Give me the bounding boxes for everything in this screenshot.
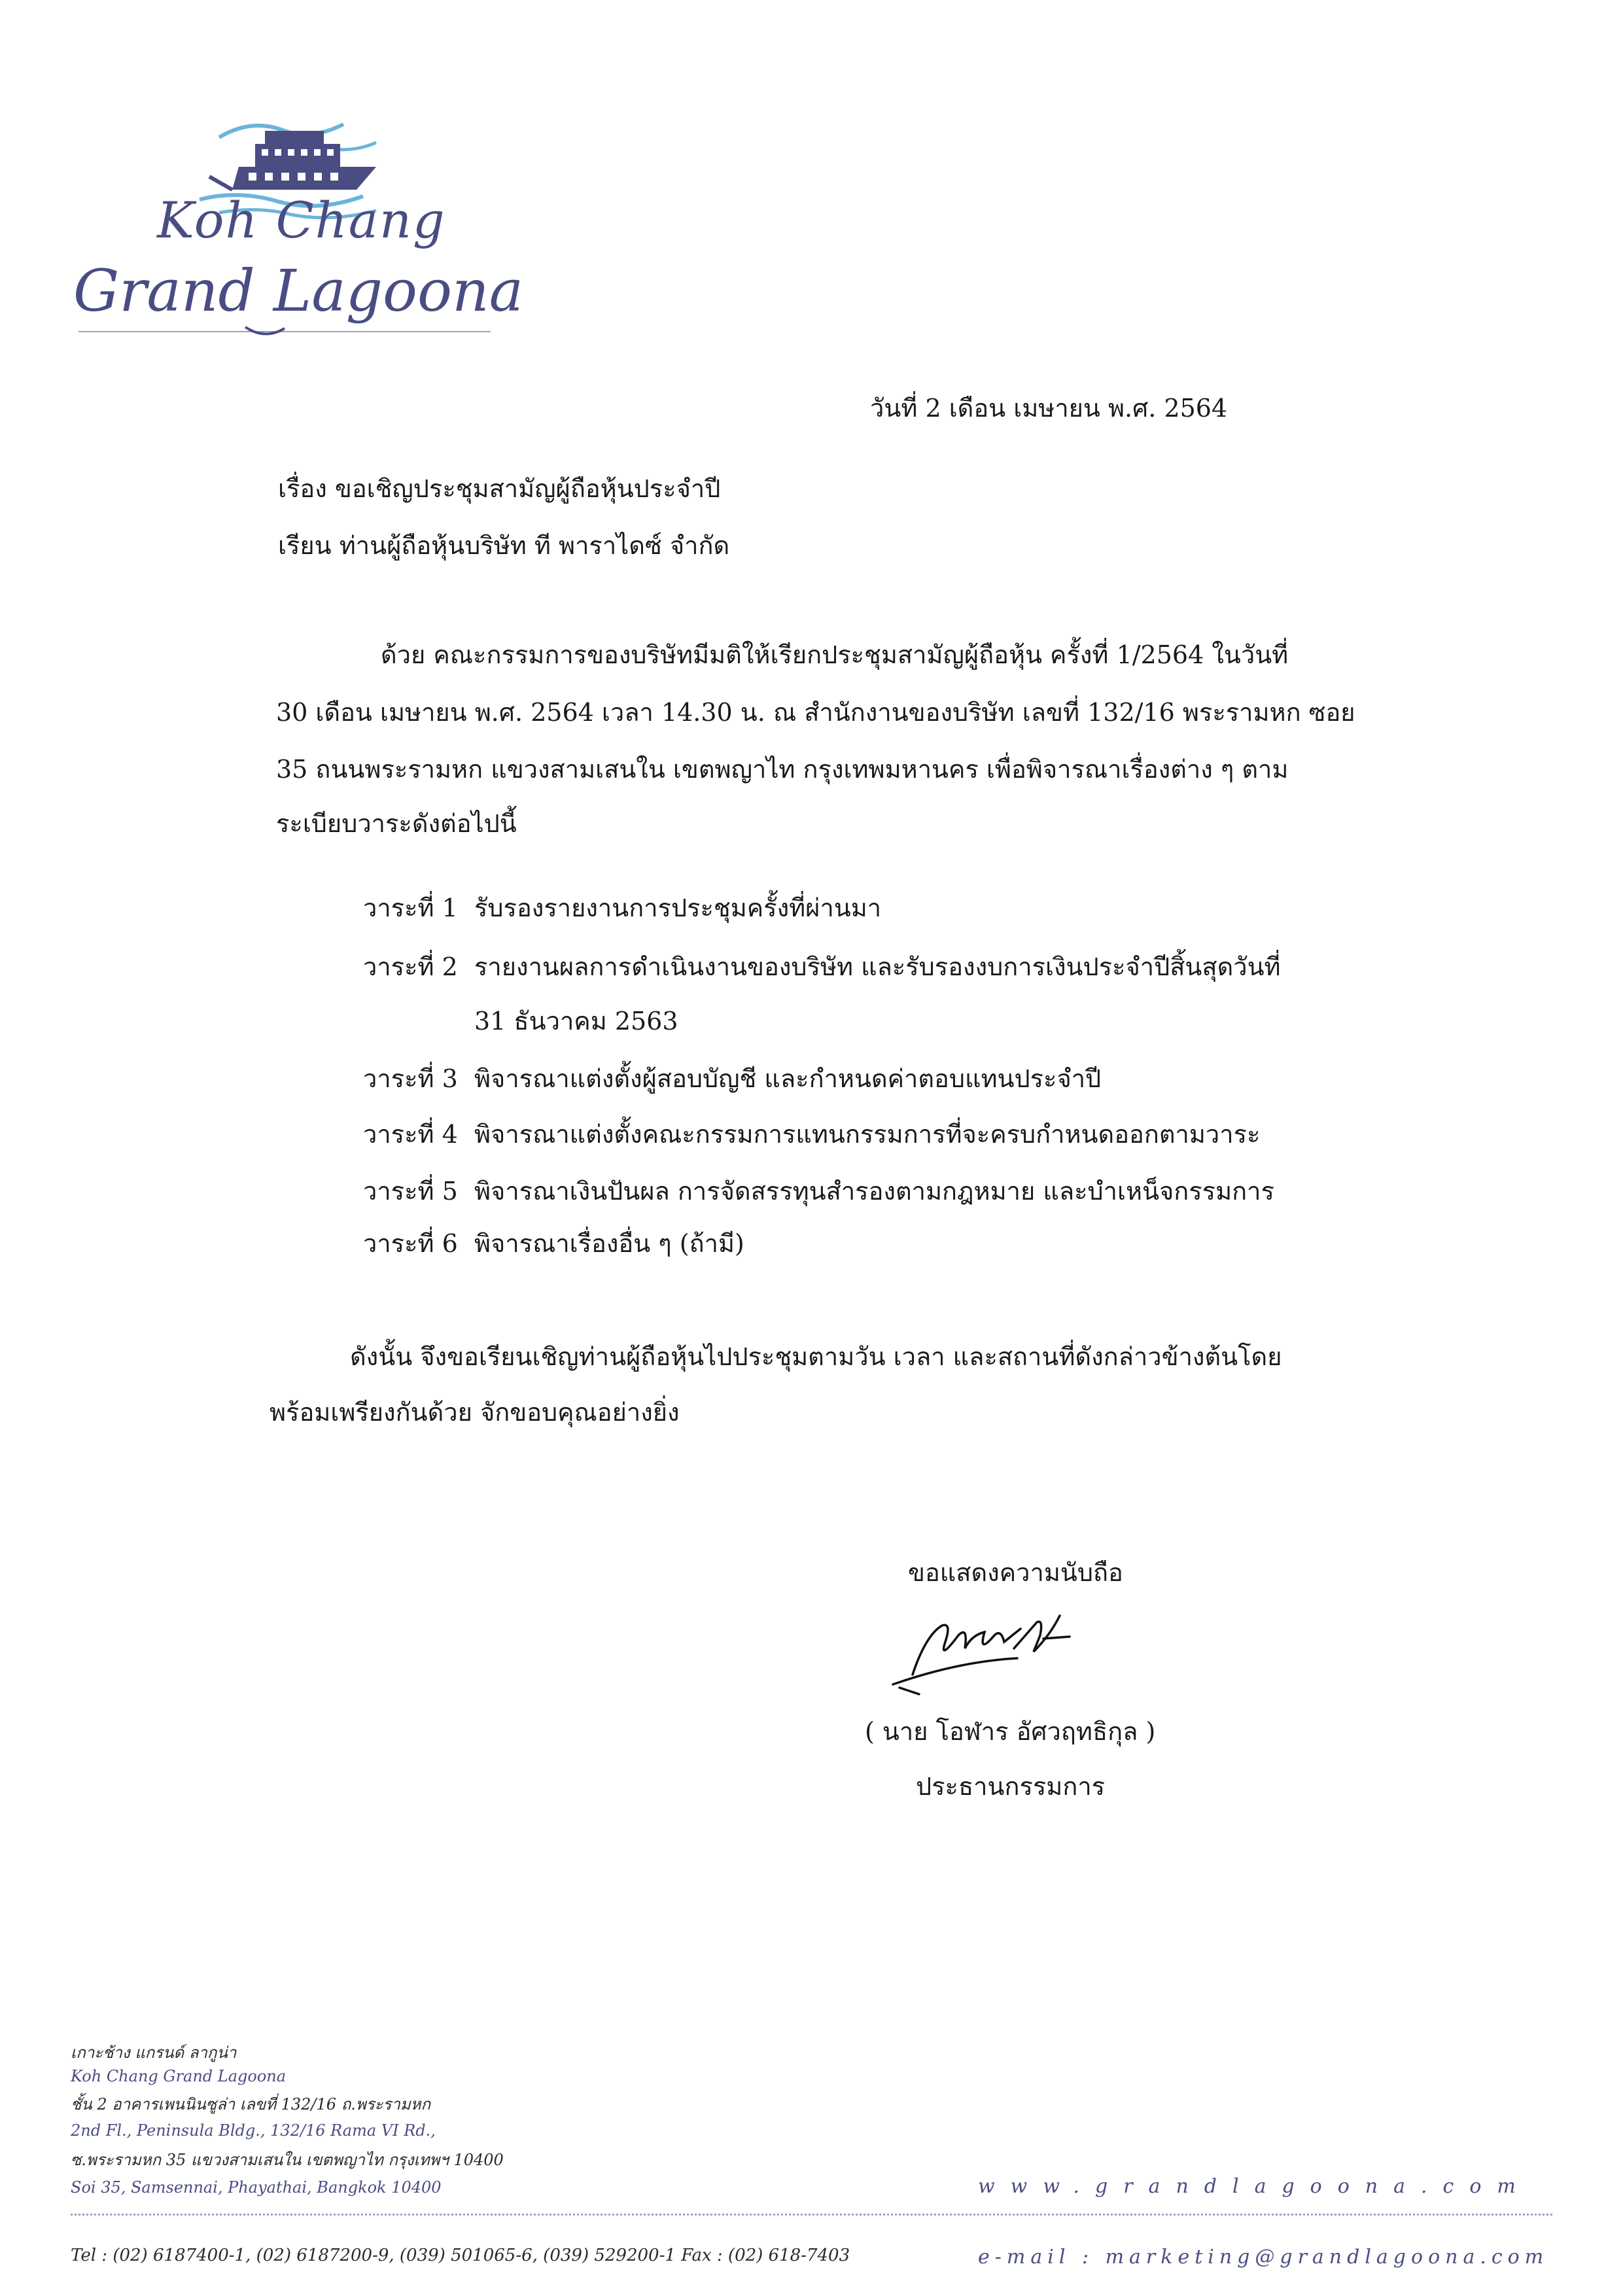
agenda-label: วาระที่ 4 <box>363 1120 458 1149</box>
closing-regards: ขอแสดงความนับถือ <box>908 1558 1123 1587</box>
paragraph-line: 30 เดือน เมษายน พ.ศ. 2564 เวลา 14.30 น. ณ สำนักงานของบริษัท เลขที่ 132/16 พระรามหก ซอย <box>276 698 1355 727</box>
footer-address-en-2: Soi 35, Samsennai, Phayathai, Bangkok 10400 <box>71 2178 442 2197</box>
footer-address-en-1: 2nd Fl., Peninsula Bldg., 132/16 Rama VI Rd., <box>71 2121 436 2140</box>
agenda-label: วาระที่ 2 <box>363 952 458 981</box>
letter-salutation: เรียน ท่านผู้ถือหุ้นบริษัท ที พาราไดซ์ จำกัด <box>278 531 730 560</box>
agenda-label: วาระที่ 1 <box>363 894 458 922</box>
paragraph-line: ระเบียบวาระดังต่อไปนี้ <box>276 809 517 838</box>
paragraph-line: 35 ถนนพระรามหก แขวงสามเสนใน เขตพญาไท กรุงเทพมหานคร เพื่อพิจารณาเรื่องต่าง ๆ ตาม <box>276 755 1289 784</box>
agenda-label: วาระที่ 3 <box>363 1064 458 1093</box>
logo-script-text: Koh Chang <box>157 191 446 249</box>
agenda-text: พิจารณาแต่งตั้งผู้สอบบัญชี และกำหนดค่าตอบแทนประจำปี <box>474 1064 1102 1093</box>
signer-position: ประธานกรรมการ <box>916 1772 1106 1801</box>
agenda-label: วาระที่ 5 <box>363 1177 458 1206</box>
letter-subject: เรื่อง ขอเชิญประชุมสามัญผู้ถือหุ้นประจำปี <box>278 474 721 503</box>
signer-name: ( นาย โอฬาร อัศวฤทธิกุล ) <box>865 1717 1156 1746</box>
agenda-text: พิจารณาแต่งตั้งคณะกรรมการแทนกรรมการที่จะครบกำหนดออกตามวาระ <box>474 1120 1261 1149</box>
footer-contact: Tel : (02) 6187400-1, (02) 6187200-9, (039) 501065-6, (039) 529200-1 Fax : (02) 618-7403 <box>71 2246 850 2265</box>
closing-line: ดังนั้น จึงขอเรียนเชิญท่านผู้ถือหุ้นไปประชุมตามวัน เวลา และสถานที่ดังกล่าวข้างต้นโดย <box>350 1342 1282 1371</box>
paragraph-line: ด้วย คณะกรรมการของบริษัทมีมติให้เรียกประชุมสามัญผู้ถือหุ้น ครั้งที่ 1/2564 ในวันที่ <box>381 640 1289 669</box>
footer-address-th-1: ชั้น 2 อาคารเพนนินซูล่า เลขที่ 132/16 ถ.พระรามหก <box>71 2095 431 2113</box>
footer-company-th: เกาะช้าง แกรนด์ ลากูน่า <box>71 2044 237 2062</box>
footer-divider <box>71 2214 1552 2216</box>
agenda-label: วาระที่ 6 <box>363 1229 458 1258</box>
agenda-continuation: 31 ธันวาคม 2563 <box>474 1007 678 1035</box>
logo-main-text: Grand Lagoona <box>73 257 524 324</box>
agenda-text: รับรองรายงานการประชุมครั้งที่ผ่านมา <box>474 894 882 922</box>
agenda-text: รายงานผลการดำเนินงานของบริษัท และรับรองงบการเงินประจำปีสิ้นสุดวันที่ <box>474 952 1281 981</box>
footer-company-en: Koh Chang Grand Lagoona <box>71 2067 287 2085</box>
footer-email-link[interactable]: e-mail : marketing@grandlagoona.com <box>978 2246 1549 2269</box>
agenda-text: พิจารณาเงินปันผล การจัดสรรทุนสำรองตามกฎหมาย และบำเหน็จกรรมการ <box>474 1177 1274 1206</box>
footer-website-link[interactable]: www.grandlagoona.com <box>978 2175 1531 2198</box>
agenda-text: พิจารณาเรื่องอื่น ๆ (ถ้ามี) <box>474 1229 744 1258</box>
footer-address-th-2: ซ.พระรามหก 35 แขวงสามเสนใน เขตพญาไท กรุงเทพฯ 10400 <box>71 2151 504 2169</box>
letter-date: วันที่ 2 เดือน เมษายน พ.ศ. 2564 <box>870 394 1228 423</box>
signature-image <box>880 1596 1102 1701</box>
closing-line: พร้อมเพรียงกันด้วย จักขอบคุณอย่างยิ่ง <box>270 1398 680 1427</box>
